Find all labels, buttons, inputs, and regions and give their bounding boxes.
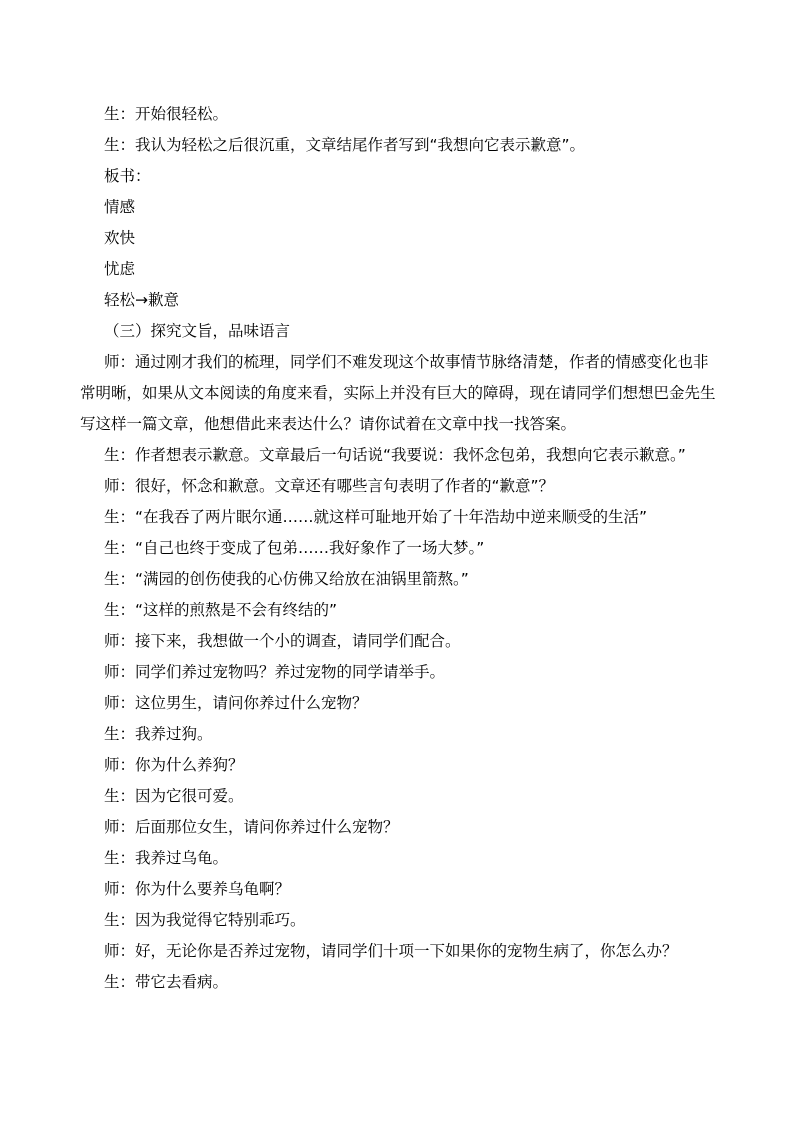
dialogue-line: 生：我养过狗。 xyxy=(104,725,213,743)
paragraph-line: 师：通过刚才我们的梳理，同学们不难发现这个故事情节脉络清楚，作者的情感变化也非 xyxy=(104,353,709,371)
dialogue-line: 生：作者想表示歉意。文章最后一句话说“我要说：我怀念包弟，我想向它表示歉意。” xyxy=(104,446,686,464)
dialogue-line: 生：“自己也终于变成了包弟……我好象作了一场大梦。” xyxy=(104,539,485,557)
blackboard-item: 欢快 xyxy=(104,229,136,247)
dialogue-line: 生：我养过乌龟。 xyxy=(104,849,229,867)
dialogue-line: 师：很好，怀念和歉意。文章还有哪些言句表明了作者的“歉意”？ xyxy=(104,477,555,495)
paragraph-line: 写这样一篇文章，他想借此来表达什么？请你试着在文章中找一找答案。 xyxy=(80,415,577,433)
dialogue-line: 生：带它去看病。 xyxy=(104,973,229,991)
document-body xyxy=(80,99,716,998)
dialogue-line: 师：好，无论你是否养过宠物，请同学们十项一下如果你的宠物生病了，你怎么办？ xyxy=(104,942,678,960)
dialogue-line: 生：因为我觉得它特别乖巧。 xyxy=(104,911,306,929)
dialogue-line: 生：“这样的煎熬是不会有终结的” xyxy=(104,601,338,619)
paragraph-line: 常明晰，如果从文本阅读的角度来看，实际上并没有巨大的障碍，现在请同学们想想巴金先生 xyxy=(80,384,716,402)
dialogue-line: 生：我认为轻松之后很沉重，文章结尾作者写到“我想向它表示歉意”。 xyxy=(104,136,586,154)
dialogue-line: 师：同学们养过宠物吗？养过宠物的同学请举手。 xyxy=(104,663,446,681)
blackboard-item: 情感 xyxy=(104,198,136,216)
dialogue-line: 生：“满园的创伤使我的心仿佛又给放在油锅里箭熬。” xyxy=(104,570,469,588)
dialogue-line: 师：后面那位女生，请问你养过什么宠物？ xyxy=(104,818,399,836)
dialogue-line: 师：你为什么要养乌龟啊？ xyxy=(104,880,291,898)
blackboard-item: 忧虑 xyxy=(104,260,136,278)
section-heading: （三）探究文旨，品味语言 xyxy=(104,322,291,340)
dialogue-line: 师：接下来，我想做一个小的调查，请同学们配合。 xyxy=(104,632,461,650)
teacher-paragraph xyxy=(80,347,716,440)
dialogue-line: 师：你为什么养狗？ xyxy=(104,756,244,774)
dialogue-line: 生：开始很轻松。 xyxy=(104,105,229,123)
blackboard-item: 轻松→歉意 xyxy=(104,291,179,309)
dialogue-line: 生：“在我吞了两片眠尔通……就这样可耻地开始了十年浩劫中逆来顺受的生活” xyxy=(104,508,648,526)
dialogue-line: 师：这位男生，请问你养过什么宠物？ xyxy=(104,694,368,712)
dialogue-line: 生：因为它很可爱。 xyxy=(104,787,244,805)
blackboard-label: 板书： xyxy=(104,167,151,185)
